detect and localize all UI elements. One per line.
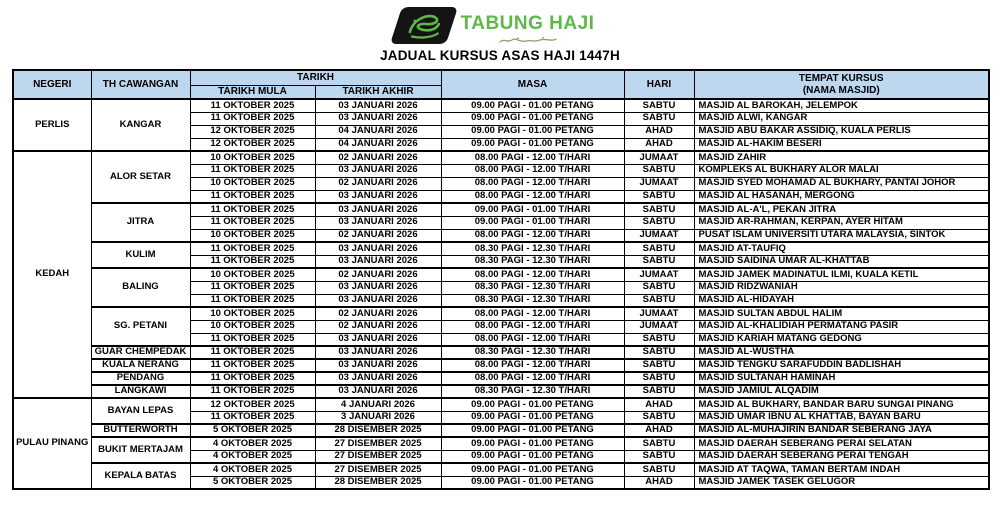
tempat-kursus-cell: MASJID UMAR IBNU AL KHATTAB, BAYAN BARU bbox=[694, 411, 989, 424]
tempat-kursus-cell: MASJID AR-RAHMAN, KERPAN, AYER HITAM bbox=[694, 216, 989, 229]
masa-cell: 08.00 PAGI - 12.00 T/HARI bbox=[441, 307, 624, 320]
tempat-kursus-cell: MASJID ZAHIR bbox=[694, 151, 989, 164]
masa-cell: 08.30 PAGI - 12.30 T/HARI bbox=[441, 242, 624, 255]
tarikh-mula-cell: 4 OKTOBER 2025 bbox=[190, 463, 315, 476]
hari-cell: SABTU bbox=[624, 437, 694, 450]
table-header bbox=[13, 70, 989, 99]
tarikh-mula-cell: 11 OKTOBER 2025 bbox=[190, 203, 315, 216]
tarikh-akhir-cell: 03 JANUARI 2026 bbox=[315, 281, 441, 294]
schedule-row bbox=[13, 242, 989, 255]
tarikh-akhir-cell: 03 JANUARI 2026 bbox=[315, 242, 441, 255]
schedule-row bbox=[13, 372, 989, 385]
masa-cell: 08.30 PAGI - 12.30 T/HARI bbox=[441, 255, 624, 268]
masa-cell: 08.00 PAGI - 12.00 T/HARI bbox=[441, 177, 624, 190]
cawangan-cell: KUALA NERANG bbox=[91, 359, 190, 372]
masa-cell: 09.00 PAGI - 01.00 PETANG bbox=[441, 411, 624, 424]
hari-cell: SABTU bbox=[624, 450, 694, 463]
col-header-negeri: NEGERI bbox=[13, 70, 91, 99]
tempat-kursus-cell: MASJID AL-A'L, PEKAN JITRA bbox=[694, 203, 989, 216]
cawangan-cell: BUKIT MERTAJAM bbox=[91, 437, 190, 463]
tarikh-mula-cell: 12 OKTOBER 2025 bbox=[190, 398, 315, 411]
masa-cell: 09.00 PAGI - 01.00 PETANG bbox=[441, 463, 624, 476]
hari-cell: SABTU bbox=[624, 411, 694, 424]
masa-cell: 08.00 PAGI - 12.00 T/HARI bbox=[441, 164, 624, 177]
tempat-kursus-cell: MASJID JAMEK MADINATUL ILMI, KUALA KETIL bbox=[694, 268, 989, 281]
tempat-kursus-cell: MASJID JAMEK TASEK GELUGOR bbox=[694, 476, 989, 489]
cawangan-cell: GUAR CHEMPEDAK bbox=[91, 346, 190, 359]
tarikh-mula-cell: 11 OKTOBER 2025 bbox=[190, 164, 315, 177]
schedule-row bbox=[13, 307, 989, 320]
col-header-cawangan: TH CAWANGAN bbox=[91, 70, 190, 99]
masa-cell: 09.00 PAGI - 01.00 PETANG bbox=[441, 476, 624, 489]
masa-cell: 09.00 PAGI - 01.00 PETANG bbox=[441, 112, 624, 125]
tarikh-mula-cell: 5 OKTOBER 2025 bbox=[190, 424, 315, 437]
schedule-row bbox=[13, 424, 989, 437]
cawangan-cell: PENDANG bbox=[91, 372, 190, 385]
tarikh-mula-cell: 11 OKTOBER 2025 bbox=[190, 372, 315, 385]
table-body bbox=[13, 99, 989, 489]
hari-cell: SABTU bbox=[624, 216, 694, 229]
schedule-row bbox=[13, 346, 989, 359]
tarikh-mula-cell: 11 OKTOBER 2025 bbox=[190, 359, 315, 372]
cawangan-cell: ALOR SETAR bbox=[91, 151, 190, 203]
tarikh-mula-cell: 4 OKTOBER 2025 bbox=[190, 450, 315, 463]
cawangan-cell: LANGKAWI bbox=[91, 385, 190, 398]
cawangan-cell: KANGAR bbox=[91, 99, 190, 151]
tarikh-akhir-cell: 03 JANUARI 2026 bbox=[315, 385, 441, 398]
schedule-row bbox=[13, 437, 989, 450]
masa-cell: 08.00 PAGI - 12.00 T/HARI bbox=[441, 190, 624, 203]
tarikh-akhir-cell: 03 JANUARI 2026 bbox=[315, 112, 441, 125]
hari-cell: AHAD bbox=[624, 398, 694, 411]
schedule-row bbox=[13, 398, 989, 411]
tempat-kursus-cell: MASJID AL HASANAH, MERGONG bbox=[694, 190, 989, 203]
tarikh-akhir-cell: 27 DISEMBER 2025 bbox=[315, 437, 441, 450]
col-header-tarikh-akhir: TARIKH AKHIR bbox=[315, 85, 441, 99]
brand-header bbox=[0, 0, 1000, 45]
hari-cell: SABTU bbox=[624, 346, 694, 359]
page-title: JADUAL KURSUS ASAS HAJI 1447H bbox=[380, 48, 620, 63]
col-header-tarikh-mula: TARIKH MULA bbox=[190, 85, 315, 99]
masa-cell: 08.30 PAGI - 12.30 T/HARI bbox=[441, 281, 624, 294]
masa-cell: 08.00 PAGI - 12.00 T/HARI bbox=[441, 229, 624, 242]
tarikh-akhir-cell: 03 JANUARI 2026 bbox=[315, 372, 441, 385]
cawangan-cell: SG. PETANI bbox=[91, 307, 190, 346]
masa-cell: 08.30 PAGI - 12.30 T/HARI bbox=[441, 294, 624, 307]
tarikh-akhir-cell: 03 JANUARI 2026 bbox=[315, 99, 441, 112]
tarikh-akhir-cell: 03 JANUARI 2026 bbox=[315, 294, 441, 307]
hari-cell: JUMAAT bbox=[624, 307, 694, 320]
tempat-kursus-cell: MASJID DAERAH SEBERANG PERAI TENGAH bbox=[694, 450, 989, 463]
tarikh-akhir-cell: 28 DISEMBER 2025 bbox=[315, 424, 441, 437]
schedule-row bbox=[13, 268, 989, 281]
tarikh-mula-cell: 11 OKTOBER 2025 bbox=[190, 216, 315, 229]
tarikh-akhir-cell: 02 JANUARI 2026 bbox=[315, 229, 441, 242]
tempat-kursus-cell: MASJID JAMIUL ALQADIM bbox=[694, 385, 989, 398]
tarikh-akhir-cell: 04 JANUARI 2026 bbox=[315, 138, 441, 151]
tarikh-mula-cell: 11 OKTOBER 2025 bbox=[190, 112, 315, 125]
th-calligraphy-icon bbox=[403, 11, 445, 41]
tarikh-mula-cell: 10 OKTOBER 2025 bbox=[190, 151, 315, 164]
tarikh-akhir-cell: 28 DISEMBER 2025 bbox=[315, 476, 441, 489]
masa-cell: 08.00 PAGI - 12.00 T/HARI bbox=[441, 151, 624, 164]
cawangan-cell: BAYAN LEPAS bbox=[91, 398, 190, 424]
masa-cell: 08.00 PAGI - 12.00 T/HARI bbox=[441, 320, 624, 333]
tempat-kursus-cell: MASJID ABU BAKAR ASSIDIQ, KUALA PERLIS bbox=[694, 125, 989, 138]
tempat-kursus-cell: MASJID KARIAH MATANG GEDONG bbox=[694, 333, 989, 346]
cawangan-cell: BALING bbox=[91, 268, 190, 307]
col-header-tempat-line2: (NAMA MASJID) bbox=[802, 84, 880, 96]
tarikh-mula-cell: 11 OKTOBER 2025 bbox=[190, 99, 315, 112]
tarikh-akhir-cell: 27 DISEMBER 2025 bbox=[315, 450, 441, 463]
hari-cell: AHAD bbox=[624, 138, 694, 151]
tempat-kursus-cell: MASJID SAIDINA UMAR AL-KHATTAB bbox=[694, 255, 989, 268]
masa-cell: 08.30 PAGI - 12.30 T/HARI bbox=[441, 346, 624, 359]
hari-cell: SABTU bbox=[624, 203, 694, 216]
schedule-row bbox=[13, 203, 989, 216]
masa-cell: 09.00 PAGI - 01.00 T/HARI bbox=[441, 203, 624, 216]
hari-cell: SABTU bbox=[624, 359, 694, 372]
masa-cell: 09.00 PAGI - 01.00 PETANG bbox=[441, 125, 624, 138]
tempat-kursus-cell: MASJID AL-KHALIDIAH PERMATANG PASIR bbox=[694, 320, 989, 333]
hari-cell: SABTU bbox=[624, 112, 694, 125]
masa-cell: 09.00 PAGI - 01.00 PETANG bbox=[441, 398, 624, 411]
hari-cell: JUMAAT bbox=[624, 177, 694, 190]
tarikh-akhir-cell: 03 JANUARI 2026 bbox=[315, 216, 441, 229]
tarikh-akhir-cell: 4 JANUARI 2026 bbox=[315, 398, 441, 411]
tempat-kursus-cell: MASJID AL BUKHARY, BANDAR BARU SUNGAI PINANG bbox=[694, 398, 989, 411]
tarikh-mula-cell: 11 OKTOBER 2025 bbox=[190, 242, 315, 255]
col-header-tempat bbox=[694, 70, 989, 99]
negeri-cell: KEDAH bbox=[13, 151, 91, 398]
schedule-row bbox=[13, 463, 989, 476]
col-header-hari: HARI bbox=[624, 70, 694, 99]
tarikh-akhir-cell: 03 JANUARI 2026 bbox=[315, 164, 441, 177]
tarikh-akhir-cell: 03 JANUARI 2026 bbox=[315, 190, 441, 203]
hari-cell: AHAD bbox=[624, 424, 694, 437]
tempat-kursus-cell: MASJID AL BAROKAH, JELEMPOK bbox=[694, 99, 989, 112]
tarikh-akhir-cell: 02 JANUARI 2026 bbox=[315, 307, 441, 320]
hari-cell: SABTU bbox=[624, 255, 694, 268]
hari-cell: SABTU bbox=[624, 294, 694, 307]
hari-cell: AHAD bbox=[624, 125, 694, 138]
tabung-haji-logo bbox=[390, 7, 458, 44]
masa-cell: 09.00 PAGI - 01.00 PETANG bbox=[441, 138, 624, 151]
hari-cell: SABTU bbox=[624, 190, 694, 203]
tempat-kursus-cell: MASJID AL-MUHAJIRIN BANDAR SEBERANG JAYA bbox=[694, 424, 989, 437]
tarikh-mula-cell: 10 OKTOBER 2025 bbox=[190, 177, 315, 190]
tarikh-akhir-cell: 3 JANUARI 2026 bbox=[315, 411, 441, 424]
tarikh-mula-cell: 11 OKTOBER 2025 bbox=[190, 190, 315, 203]
tarikh-akhir-cell: 03 JANUARI 2026 bbox=[315, 203, 441, 216]
brand-name: TABUNG HAJI bbox=[460, 13, 595, 34]
tempat-kursus-cell: MASJID DAERAH SEBERANG PERAI SELATAN bbox=[694, 437, 989, 450]
tarikh-akhir-cell: 03 JANUARI 2026 bbox=[315, 333, 441, 346]
tarikh-mula-cell: 10 OKTOBER 2025 bbox=[190, 268, 315, 281]
tarikh-mula-cell: 11 OKTOBER 2025 bbox=[190, 255, 315, 268]
cawangan-cell: BUTTERWORTH bbox=[91, 424, 190, 437]
tempat-kursus-cell: MASJID AL-HAKIM BESERI bbox=[694, 138, 989, 151]
tarikh-akhir-cell: 27 DISEMBER 2025 bbox=[315, 463, 441, 476]
tarikh-mula-cell: 11 OKTOBER 2025 bbox=[190, 281, 315, 294]
masa-cell: 09.00 PAGI - 01.00 PETANG bbox=[441, 99, 624, 112]
schedule-row bbox=[13, 385, 989, 398]
tempat-kursus-cell: MASJID TENGKU SARAFUDDIN BADLISHAH bbox=[694, 359, 989, 372]
tarikh-mula-cell: 10 OKTOBER 2025 bbox=[190, 307, 315, 320]
tempat-kursus-cell: MASJID AL-HIDAYAH bbox=[694, 294, 989, 307]
course-schedule-table bbox=[12, 69, 990, 490]
tarikh-akhir-cell: 04 JANUARI 2026 bbox=[315, 125, 441, 138]
hari-cell: JUMAAT bbox=[624, 320, 694, 333]
tempat-kursus-cell: PUSAT ISLAM UNIVERSITI UTARA MALAYSIA, SINTOK bbox=[694, 229, 989, 242]
tarikh-akhir-cell: 03 JANUARI 2026 bbox=[315, 255, 441, 268]
masa-cell: 09.00 PAGI - 01.00 PETANG bbox=[441, 450, 624, 463]
tarikh-akhir-cell: 02 JANUARI 2026 bbox=[315, 177, 441, 190]
tarikh-akhir-cell: 02 JANUARI 2026 bbox=[315, 320, 441, 333]
masa-cell: 09.00 PAGI - 01.00 PETANG bbox=[441, 437, 624, 450]
tempat-kursus-cell: MASJID SYED MOHAMAD AL BUKHARY, PANTAI JOHOR bbox=[694, 177, 989, 190]
tarikh-mula-cell: 5 OKTOBER 2025 bbox=[190, 476, 315, 489]
masa-cell: 08.00 PAGI - 12.00 T/HARI bbox=[441, 359, 624, 372]
hari-cell: JUMAAT bbox=[624, 268, 694, 281]
hari-cell: SABTU bbox=[624, 99, 694, 112]
tarikh-akhir-cell: 02 JANUARI 2026 bbox=[315, 151, 441, 164]
tarikh-mula-cell: 4 OKTOBER 2025 bbox=[190, 437, 315, 450]
masa-cell: 09.00 PAGI - 01.00 T/HARI bbox=[441, 216, 624, 229]
schedule-row bbox=[13, 359, 989, 372]
tempat-kursus-cell: MASJID RIDZWANIAH bbox=[694, 281, 989, 294]
col-header-tempat-line1: TEMPAT KURSUS bbox=[798, 73, 884, 84]
cawangan-cell: JITRA bbox=[91, 203, 190, 242]
tempat-kursus-cell: MASJID SULTAN ABDUL HALIM bbox=[694, 307, 989, 320]
hari-cell: JUMAAT bbox=[624, 229, 694, 242]
cawangan-cell: KULIM bbox=[91, 242, 190, 268]
hari-cell: SABTU bbox=[624, 333, 694, 346]
tempat-kursus-cell: MASJID ALWI, KANGAR bbox=[694, 112, 989, 125]
tarikh-mula-cell: 11 OKTOBER 2025 bbox=[190, 294, 315, 307]
hari-cell: AHAD bbox=[624, 476, 694, 489]
masa-cell: 08.00 PAGI - 12.00 T/HARI bbox=[441, 372, 624, 385]
hari-cell: SABTU bbox=[624, 281, 694, 294]
tarikh-mula-cell: 11 OKTOBER 2025 bbox=[190, 385, 315, 398]
tarikh-akhir-cell: 02 JANUARI 2026 bbox=[315, 268, 441, 281]
tempat-kursus-cell: MASJID SULTANAH HAMINAH bbox=[694, 372, 989, 385]
tarikh-mula-cell: 12 OKTOBER 2025 bbox=[190, 125, 315, 138]
tarikh-akhir-cell: 03 JANUARI 2026 bbox=[315, 359, 441, 372]
hari-cell: SABTU bbox=[624, 164, 694, 177]
tarikh-akhir-cell: 03 JANUARI 2026 bbox=[315, 346, 441, 359]
masa-cell: 08.00 PAGI - 12.00 T/HARI bbox=[441, 268, 624, 281]
col-header-tarikh-group: TARIKH bbox=[190, 70, 441, 85]
hari-cell: SABTU bbox=[624, 385, 694, 398]
tarikh-mula-cell: 11 OKTOBER 2025 bbox=[190, 346, 315, 359]
tarikh-mula-cell: 11 OKTOBER 2025 bbox=[190, 333, 315, 346]
tarikh-mula-cell: 11 OKTOBER 2025 bbox=[190, 411, 315, 424]
tempat-kursus-cell: MASJID AT-TAUFIQ bbox=[694, 242, 989, 255]
hari-cell: JUMAAT bbox=[624, 151, 694, 164]
tempat-kursus-cell: KOMPLEKS AL BUKHARY ALOR MALAI bbox=[694, 164, 989, 177]
schedule-row bbox=[13, 99, 989, 112]
schedule-row bbox=[13, 151, 989, 164]
jawi-script-icon bbox=[496, 36, 560, 45]
hari-cell: SABTU bbox=[624, 372, 694, 385]
tempat-kursus-cell: MASJID AL-WUSTHA bbox=[694, 346, 989, 359]
masa-cell: 08.00 PAGI - 12.00 T/HARI bbox=[441, 333, 624, 346]
col-header-masa: MASA bbox=[441, 70, 624, 99]
masa-cell: 09.00 PAGI - 01.00 PETANG bbox=[441, 424, 624, 437]
tarikh-mula-cell: 10 OKTOBER 2025 bbox=[190, 229, 315, 242]
tarikh-mula-cell: 12 OKTOBER 2025 bbox=[190, 138, 315, 151]
negeri-cell: PERLIS bbox=[13, 99, 91, 151]
masa-cell: 08.30 PAGI - 12.30 T/HARI bbox=[441, 385, 624, 398]
tarikh-mula-cell: 10 OKTOBER 2025 bbox=[190, 320, 315, 333]
hari-cell: SABTU bbox=[624, 242, 694, 255]
tempat-kursus-cell: MASJID AT TAQWA, TAMAN BERTAM INDAH bbox=[694, 463, 989, 476]
cawangan-cell: KEPALA BATAS bbox=[91, 463, 190, 489]
negeri-cell: PULAU PINANG bbox=[13, 398, 91, 489]
hari-cell: SABTU bbox=[624, 463, 694, 476]
